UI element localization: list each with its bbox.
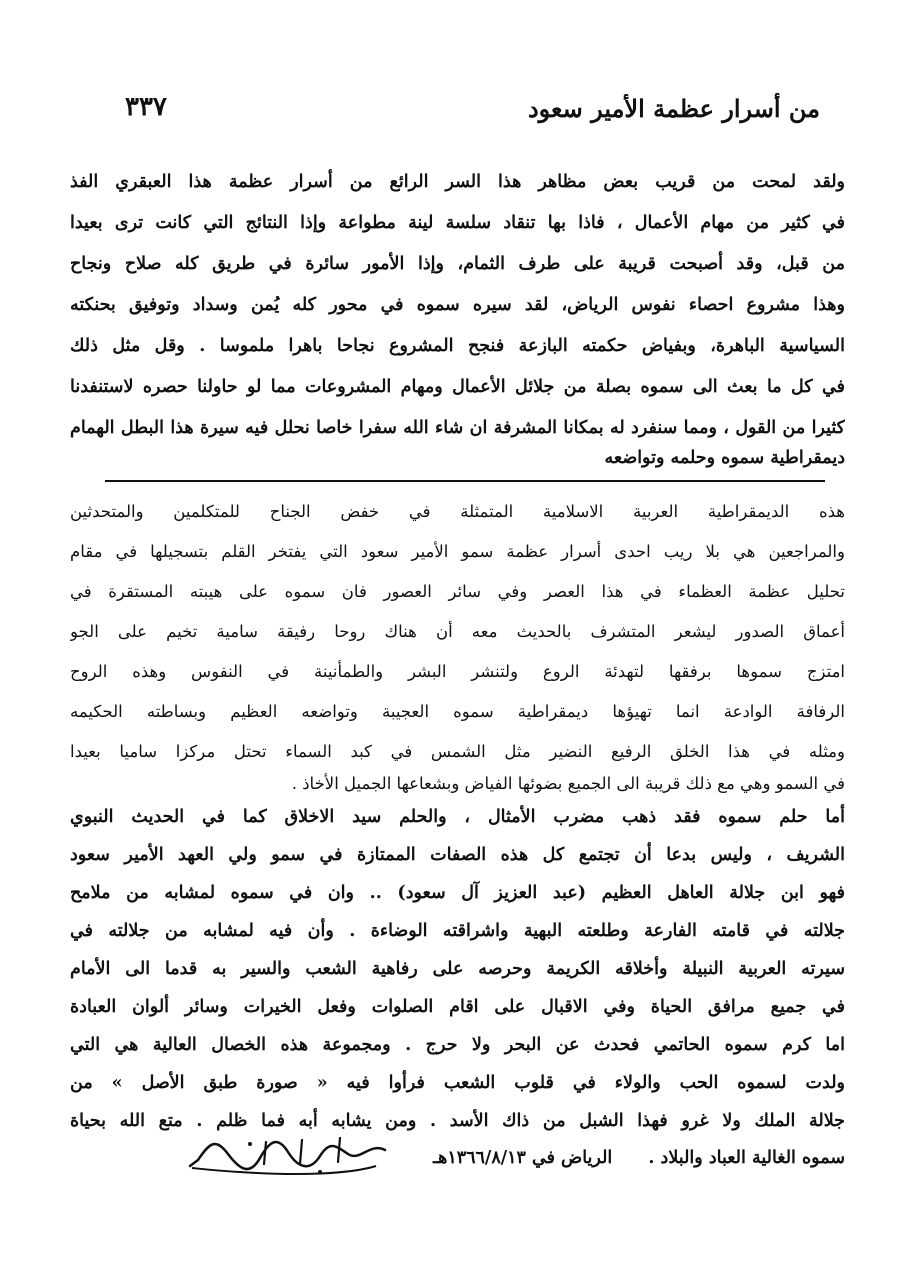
place-date: الرياض في ١٣٦٦/٨/١٣هـ (432, 1148, 613, 1168)
signature-drawing (180, 1132, 400, 1182)
page-header (125, 92, 820, 142)
text-line: في جميع مرافق الحياة وفي الاقبال على اقام الصلوات وفعل الخيرات وسائر ألوان العبادة (70, 997, 845, 1017)
text-line: أما حلم سموه فقد ذهب مضرب الأمثال ، والحلم سيد الاخلاق كما في الحديث النبوي (70, 807, 845, 827)
author-signature (180, 1132, 400, 1182)
text-line: السياسية الباهرة، وبفياض حكمته البازعة فنجح المشروع نجاحا باهرا ملموسا . وقل مثل ذلك (70, 336, 845, 356)
text-line: تحليل عظمة العظماء في هذا العصر وفي سائر العصور فان سموه على هيبته المستقرة في (70, 582, 845, 601)
text-line: والمراجعين هي بلا ريب احدى أسرار عظمة سمو الأمير سعود التي يفتخر القلم بتسجيلها في مقام (70, 542, 845, 561)
page-number: ٣٣٧ (125, 92, 167, 122)
text-line: جلالته في قامته الفارعة وطلعته البهية واشراقته الوضاءة . وأن فيه لمشابه من جلالته في (70, 921, 845, 941)
text-line: في كل ما بعث الى سموه بصلة من جلائل الأعمال ومهام المشروعات مما لو حاولنا حصره لاستنفدنا (70, 377, 845, 397)
text-line: كثيرا من القول ، ومما سنفرد له بمكانا المشرفة ان شاء الله سفرا خاصا نحلل فيه سيرة هذا البطل الهمام (70, 418, 845, 438)
closing-line (375, 1138, 845, 1178)
text-line: اما كرم سموه الحاتمي فحدث عن البحر ولا حرج . ومجموعة هذه الخصال العالية هي التي (70, 1035, 845, 1055)
text-line: أعماق الصدور ليشعر المتشرف بالحديث معه أن هناك روحا رفيقة سامية تخيم على الجو (70, 622, 845, 641)
closing-text: سموه الغالية العباد والبلاد . (648, 1148, 845, 1168)
text-line: الشريف ، وليس بدعا أن تجتمع كل هذه الصفات الممتازة في سمو ولي العهد الأمير سعود (70, 845, 845, 865)
text-line: من قبل، وقد أصبحت قريبة على طرف الثمام، وإذا الأمور سائرة في طريق كله صلاح ونجاح (70, 254, 845, 274)
running-title: من أسرار عظمة الأمير سعود (527, 94, 820, 123)
text-line: ومثله في هذا الخلق الرفيع النضير مثل الشمس في كبد السماء تحتل مركزا ساميا بعيدا (70, 742, 845, 761)
text-line: في كثير من مهام الأعمال ، فاذا بها تنقاد سلسة لينة مطواعة وإذا النتائج التي كانت ترى بعيدا (70, 213, 845, 233)
text-line: الرفافة الوادعة انما تهيؤها ديمقراطية سموه العجيبة وتواضعه العظيم وبساطته الحكيمه (70, 702, 845, 721)
text-line: جلالة الملك ولا غرو فهذا الشبل من ذاك الأسد . ومن يشابه أبه فما ظلم . متع الله بحياة (70, 1111, 845, 1131)
text-line: في السمو وهي مع ذلك قريبة الى الجميع بضوئها الفياض وبشعاعها الجميل الأخاذ . (291, 774, 845, 793)
text-line: فهو ابن جلالة العاهل العظيم (عبد العزيز آل سعود) .. وان في سموه لمشابه من ملامح (70, 883, 845, 903)
section-subheading: ديمقراطية سموه وحلمه وتواضعه (604, 448, 845, 468)
text-line: امتزج سموها برفقها لتهدئة الروع ولتنشر البشر والطمأنينة في النفوس وهذه الروح (70, 662, 845, 681)
section-divider (105, 480, 825, 482)
text-line: وهذا مشروع احصاء نفوس الرياض، لقد سيره سموه في محور كله يُمن وسداد وتوفيق بحنكته (70, 295, 845, 315)
text-line: ولدت لسموه الحب والولاء في قلوب الشعب فرأوا فيه « صورة طبق الأصل » من (70, 1073, 845, 1093)
text-line: سيرته العربية النبيلة وأخلاقه الكريمة وحرصه على رفاهية الشعب والسير به قدما الى الأمام (70, 959, 845, 979)
text-line: ولقد لمحت من قريب بعض مظاهر هذا السر الرائع من أسرار عظمة هذا العبقري الفذ (70, 172, 845, 192)
text-line: هذه الديمقراطية العربية الاسلامية المتمثلة في خفض الجناح للمتكلمين والمتحدثين (70, 502, 845, 521)
